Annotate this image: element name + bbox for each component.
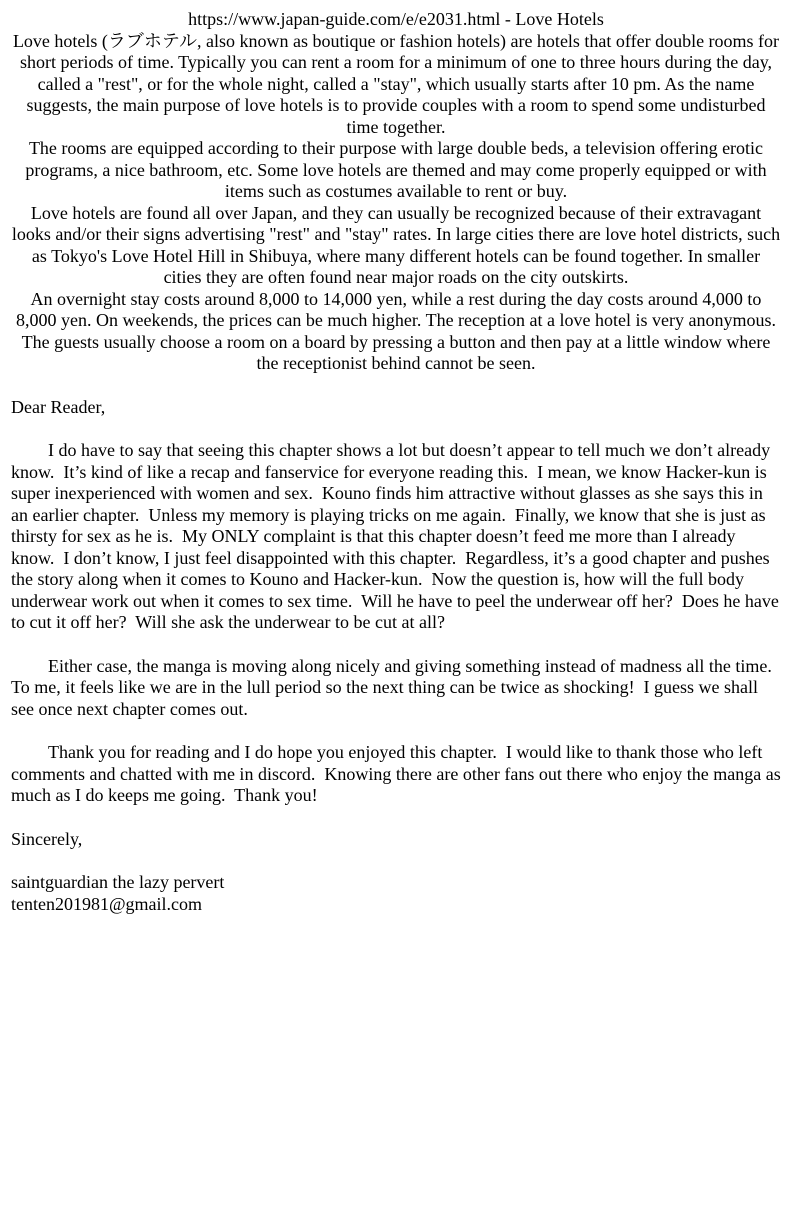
letter-body bbox=[11, 396, 786, 916]
signature-name: saintguardian the lazy pervert bbox=[11, 872, 225, 892]
salutation: Dear Reader, bbox=[11, 396, 106, 417]
quote-paragraph: Love hotels (ラブホテル, also known as boutique or fashion hotels) are hotels that offer double rooms for short periods of time. Typically you can rent a room for a minimum of one to three hours during the day, called a "rest", or for the whole night, called a "stay", which usually starts after 10 pm. As the name suggests, the main purpose of love hotels is to provide couples with a room to spend some undisturbed time together. bbox=[12, 30, 780, 137]
letter-paragraph: Either case, the manga is moving along nicely and giving something instead of madness all the time. To me, it feels like we are in the lull period so the next thing can be twice as shocking! I guess we shall see once next chapter comes out. bbox=[11, 655, 781, 719]
quote-paragraph: An overnight stay costs around 8,000 to 14,000 yen, while a rest during the day costs around 4,000 to 8,000 yen. On weekends, the prices can be much higher. The reception at a love hotel is very anonymous. The guests usually choose a room on a board by pressing a button and then pay at a little window where the receptionist behind cannot be seen. bbox=[16, 288, 776, 373]
closing: Sincerely, bbox=[11, 828, 83, 849]
signature-email: tenten201981@gmail.com bbox=[11, 893, 203, 914]
letter-paragraph: I do have to say that seeing this chapter shows a lot but doesn’t appear to tell much we don’t already know. It’s kind of like a recap and fanservice for everyone reading this. I mean, we know Hacker-kun is super inexperienced with women and sex. Kouno finds him attractive without glasses as she says this in an earlier chapter. Unless my memory is playing tricks on me again. Finally, we know that she is just as thirsty for sex as he is. My ONLY complaint is that this chapter doesn’t feed me more than I already know. I don’t know, I just feel disappointed with this chapter. Regardless, it’s a good chapter and pushes the story along when it comes to Kouno and Hacker-kun. Now the question is, how will the full body underwear work out when it comes to sex time. Will he have to peel the underwear off her? Does he have to cut it off her? Will she ask the underwear to be cut at all? bbox=[11, 440, 784, 632]
quote-paragraph: Love hotels are found all over Japan, and they can usually be recognized because of their extravagant looks and/or their signs advertising "rest" and "stay" rates. In large cities there are love hotel districts, such as Tokyo's Love Hotel Hill in Shibuya, where many different hotels can be found together. In smaller cities they are often found near major roads on the city outskirts. bbox=[11, 202, 781, 287]
quoted-article bbox=[11, 9, 781, 375]
letter-paragraph: Thank you for reading and I do hope you enjoyed this chapter. I would like to thank those who left comments and chatted with me in discord. Knowing there are other fans out there who enjoy the manga as much as I do keeps me going. Thank you! bbox=[11, 742, 786, 805]
source-url-line: https://www.japan-guide.com/e/e2031.html - Love Hotels bbox=[188, 9, 604, 29]
quote-paragraph: The rooms are equipped according to their purpose with large double beds, a television offering erotic programs, a nice bathroom, etc. Some love hotels are themed and may come properly equipped or with items such as costumes available to rent or buy. bbox=[25, 138, 767, 201]
